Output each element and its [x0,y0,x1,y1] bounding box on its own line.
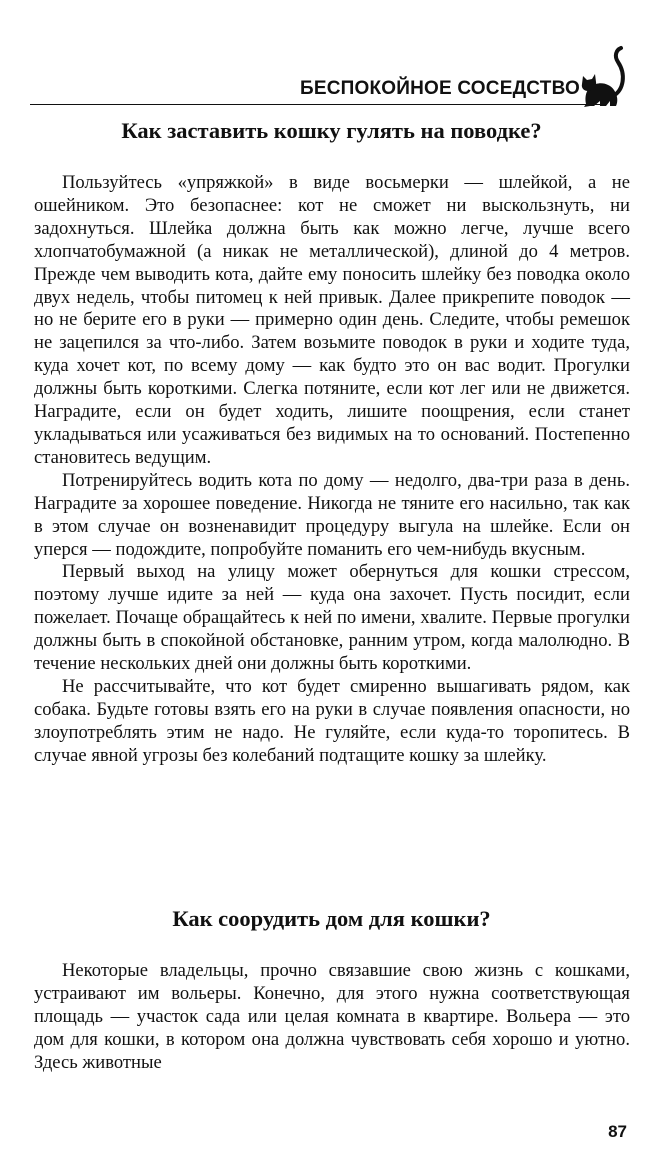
section-body-cat-house [34,960,630,1075]
paragraph: Не рассчитывайте, что кот будет смиренно вышагивать рядом, как собака. Будьте готовы взять его на руки в случае появления опасности, но злоупотреблять этим не надо. Не гуляйте, если куда-то торопитесь. В случае явной угрозы без колебаний подтащите кошку за шлейку. [34,675,630,766]
paragraph: Пользуйтесь «упряжкой» в виде восьмерки — шлейкой, а не ошейником. Это безопаснее: кот не сможет ни выскользнуть, ни задохнуться. Шлейка должна быть как можно легче, лучше всего хлопчатобумажной (а никак не металлической), длиной до 4 метров. Прежде чем выводить кота, дайте ему поносить шлейку без поводка около двух недель, чтобы питомец к ней привык. Далее прикрепите поводок — но не берите его в руки — примерно один день. Следите, чтобы ремешок не зацепился за что-либо. Затем возьмите поводок в руки и ходите туда, куда хочет кот, по всему дому — как будто это он вас водит. Прогулки должны быть короткими. Слегка потяните, если кот лег или не движется. Наградите, если он будет ходить, лишите поощрения, если станет укладываться или усаживаться без видимых на то оснований. Постепенно становитесь ведущим. [34,172,630,468]
section-heading-leash: Как заставить кошку гулять на поводке? [121,118,542,143]
paragraph: Некоторые владельцы, прочно связавшие свою жизнь с кошками, устраивают им вольеры. Конечно, для этого нужна соответствующая площадь — участок сада или целая комната в квартире. Вольера — это дом для кошки, в котором она должна чувствовать себя хорошо и уютно. Здесь животные [34,960,630,1073]
section-body-leash [34,172,630,768]
paragraph: Первый выход на улицу может обернуться для кошки стрессом, поэтому лучше идите за ней — куда она захочет. Пусть посидит, если пожелает. Почаще обращайтесь к ней по имени, хвалите. Первые прогулки должны быть в спокойной обстановке, ранним утром, когда малолюдно. В течение нескольких дней они должны быть короткими. [34,561,630,675]
running-header: БЕСПОКОЙНОЕ СОСЕДСТВО [299,78,580,99]
section-heading-cat-house: Как соорудить дом для кошки? [172,906,491,931]
paragraph: Потренируйтесь водить кота по дому — недолго, два-три раза в день. Наградите за хорошее поведение. Никогда не тяните его насильно, так как в этом случае он возненавидит процедуру выгула на шлейке. Если он уперся — подождите, попробуйте поманить его чем-нибудь вкусным. [34,469,630,560]
cat-silhouette-icon [580,44,630,108]
page-number: 87 [608,1122,627,1141]
header-rule [30,104,605,105]
